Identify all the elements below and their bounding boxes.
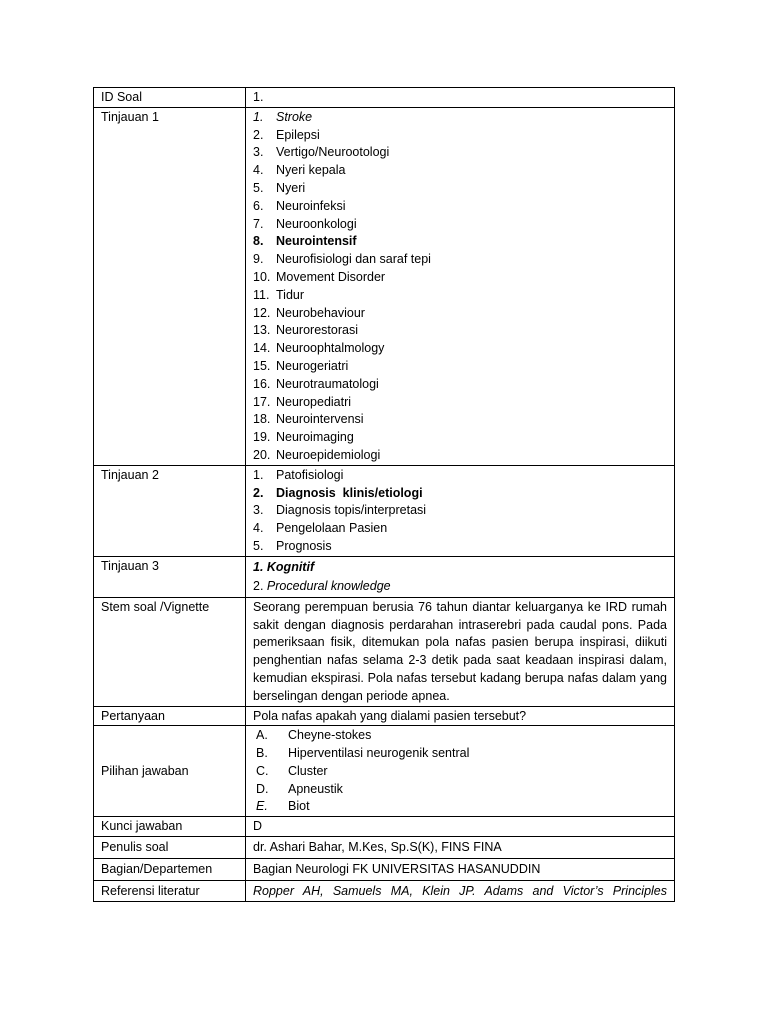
list-item: 5. Nyeri — [253, 180, 306, 195]
label-bagian: Bagian/Departemen — [94, 858, 246, 880]
list-item-selected: 1. Kognitif — [253, 559, 315, 574]
list-item-selected: 8. Neurointensif — [253, 234, 357, 249]
pilihan-list — [246, 726, 675, 817]
list-item: 3. Diagnosis topis/interpretasi — [253, 503, 427, 518]
label-stem: Stem soal /Vignette — [94, 597, 246, 706]
row-stem — [94, 597, 675, 706]
label-tinjauan-2: Tinjauan 2 — [94, 465, 246, 556]
list-item: 1. Stroke — [253, 109, 313, 124]
row-bagian — [94, 858, 675, 880]
label-tinjauan-1: Tinjauan 1 — [94, 107, 246, 465]
penulis-value: dr. Ashari Bahar, M.Kes, Sp.S(K), FINS FINA — [246, 837, 675, 859]
value-id-soal: 1. — [246, 88, 675, 108]
list-item: 6. Neuroinfeksi — [253, 198, 346, 213]
row-pilihan — [94, 726, 675, 817]
referensi-value: Ropper AH, Samuels MA, Klein JP. Adams and Victor’s Principles — [246, 880, 675, 902]
row-tinjauan-3 — [94, 556, 675, 597]
tinjauan-1-list — [246, 107, 675, 465]
list-item: 9. Neurofisiologi dan saraf tepi — [253, 252, 431, 267]
bagian-value: Bagian Neurologi FK UNIVERSITAS HASANUDDIN — [246, 858, 675, 880]
answer-option: D. Apneustik — [256, 781, 343, 796]
row-pertanyaan — [94, 706, 675, 726]
answer-option: B. Hiperventilasi neurogenik sentral — [256, 746, 470, 761]
kunci-value: D — [246, 817, 675, 837]
list-item: 4. Nyeri kepala — [253, 163, 346, 178]
row-kunci — [94, 817, 675, 837]
answer-option: E. Biot — [256, 799, 310, 814]
list-item: 3. Vertigo/Neurootologi — [253, 145, 390, 160]
tinjauan-3-list — [246, 556, 675, 597]
list-item-selected: 2. Diagnosis klinis/etiologi — [253, 485, 423, 500]
list-item: 2. Epilepsi — [253, 127, 320, 142]
list-item: 2. Procedural knowledge — [253, 579, 391, 594]
row-referensi — [94, 880, 675, 902]
row-penulis — [94, 837, 675, 859]
list-item: 5. Prognosis — [253, 538, 332, 553]
list-item: 17. Neuropediatri — [253, 394, 352, 409]
stem-text: Seorang perempuan berusia 76 tahun diantar keluarganya ke IRD rumah sakit dengan diagnosis perdarahan intraserebri pada caudal pons. Pada pemeriksaan fisik, ditemukan pola nafas pasien berupa inspirasi, diikuti penghentian nafas selama 2-3 detik pada saat keadaan inspirasi dalam, kemudian ekspirasi. Pola nafas tersebut kadang berupa nafas dalam yang berselingan dengan periode apnea. — [246, 597, 675, 706]
label-kunci: Kunci jawaban — [94, 817, 246, 837]
label-pilihan: Pilihan jawaban — [94, 726, 246, 817]
list-item: 15. Neurogeriatri — [253, 358, 349, 373]
list-item: 18. Neurointervensi — [253, 412, 364, 427]
tinjauan-2-list — [246, 465, 675, 556]
answer-option: C. Cluster — [256, 763, 328, 778]
list-item: 1. Patofisiologi — [253, 467, 344, 482]
list-item: 19. Neuroimaging — [253, 430, 354, 445]
row-tinjauan-1 — [94, 107, 675, 465]
list-item: 14. Neuroophtalmology — [253, 341, 385, 356]
list-item: 11. Tidur — [253, 287, 305, 302]
question-table — [93, 87, 675, 902]
label-pertanyaan: Pertanyaan — [94, 706, 246, 726]
label-id-soal: ID Soal — [94, 88, 246, 108]
list-item: 12. Neurobehaviour — [253, 305, 365, 320]
list-item: 4. Pengelolaan Pasien — [253, 521, 388, 536]
list-item: 10. Movement Disorder — [253, 269, 386, 284]
list-item: 7. Neuroonkologi — [253, 216, 357, 231]
row-tinjauan-2 — [94, 465, 675, 556]
list-item: 13. Neurorestorasi — [253, 323, 358, 338]
row-id-soal — [94, 88, 675, 108]
label-referensi: Referensi literatur — [94, 880, 246, 902]
label-tinjauan-3: Tinjauan 3 — [94, 556, 246, 597]
list-item: 16. Neurotraumatologi — [253, 376, 379, 391]
answer-option: A. Cheyne-stokes — [256, 728, 372, 743]
label-penulis: Penulis soal — [94, 837, 246, 859]
pertanyaan-text: Pola nafas apakah yang dialami pasien tersebut? — [246, 706, 675, 726]
list-item: 20. Neuroepidemiologi — [253, 447, 381, 462]
